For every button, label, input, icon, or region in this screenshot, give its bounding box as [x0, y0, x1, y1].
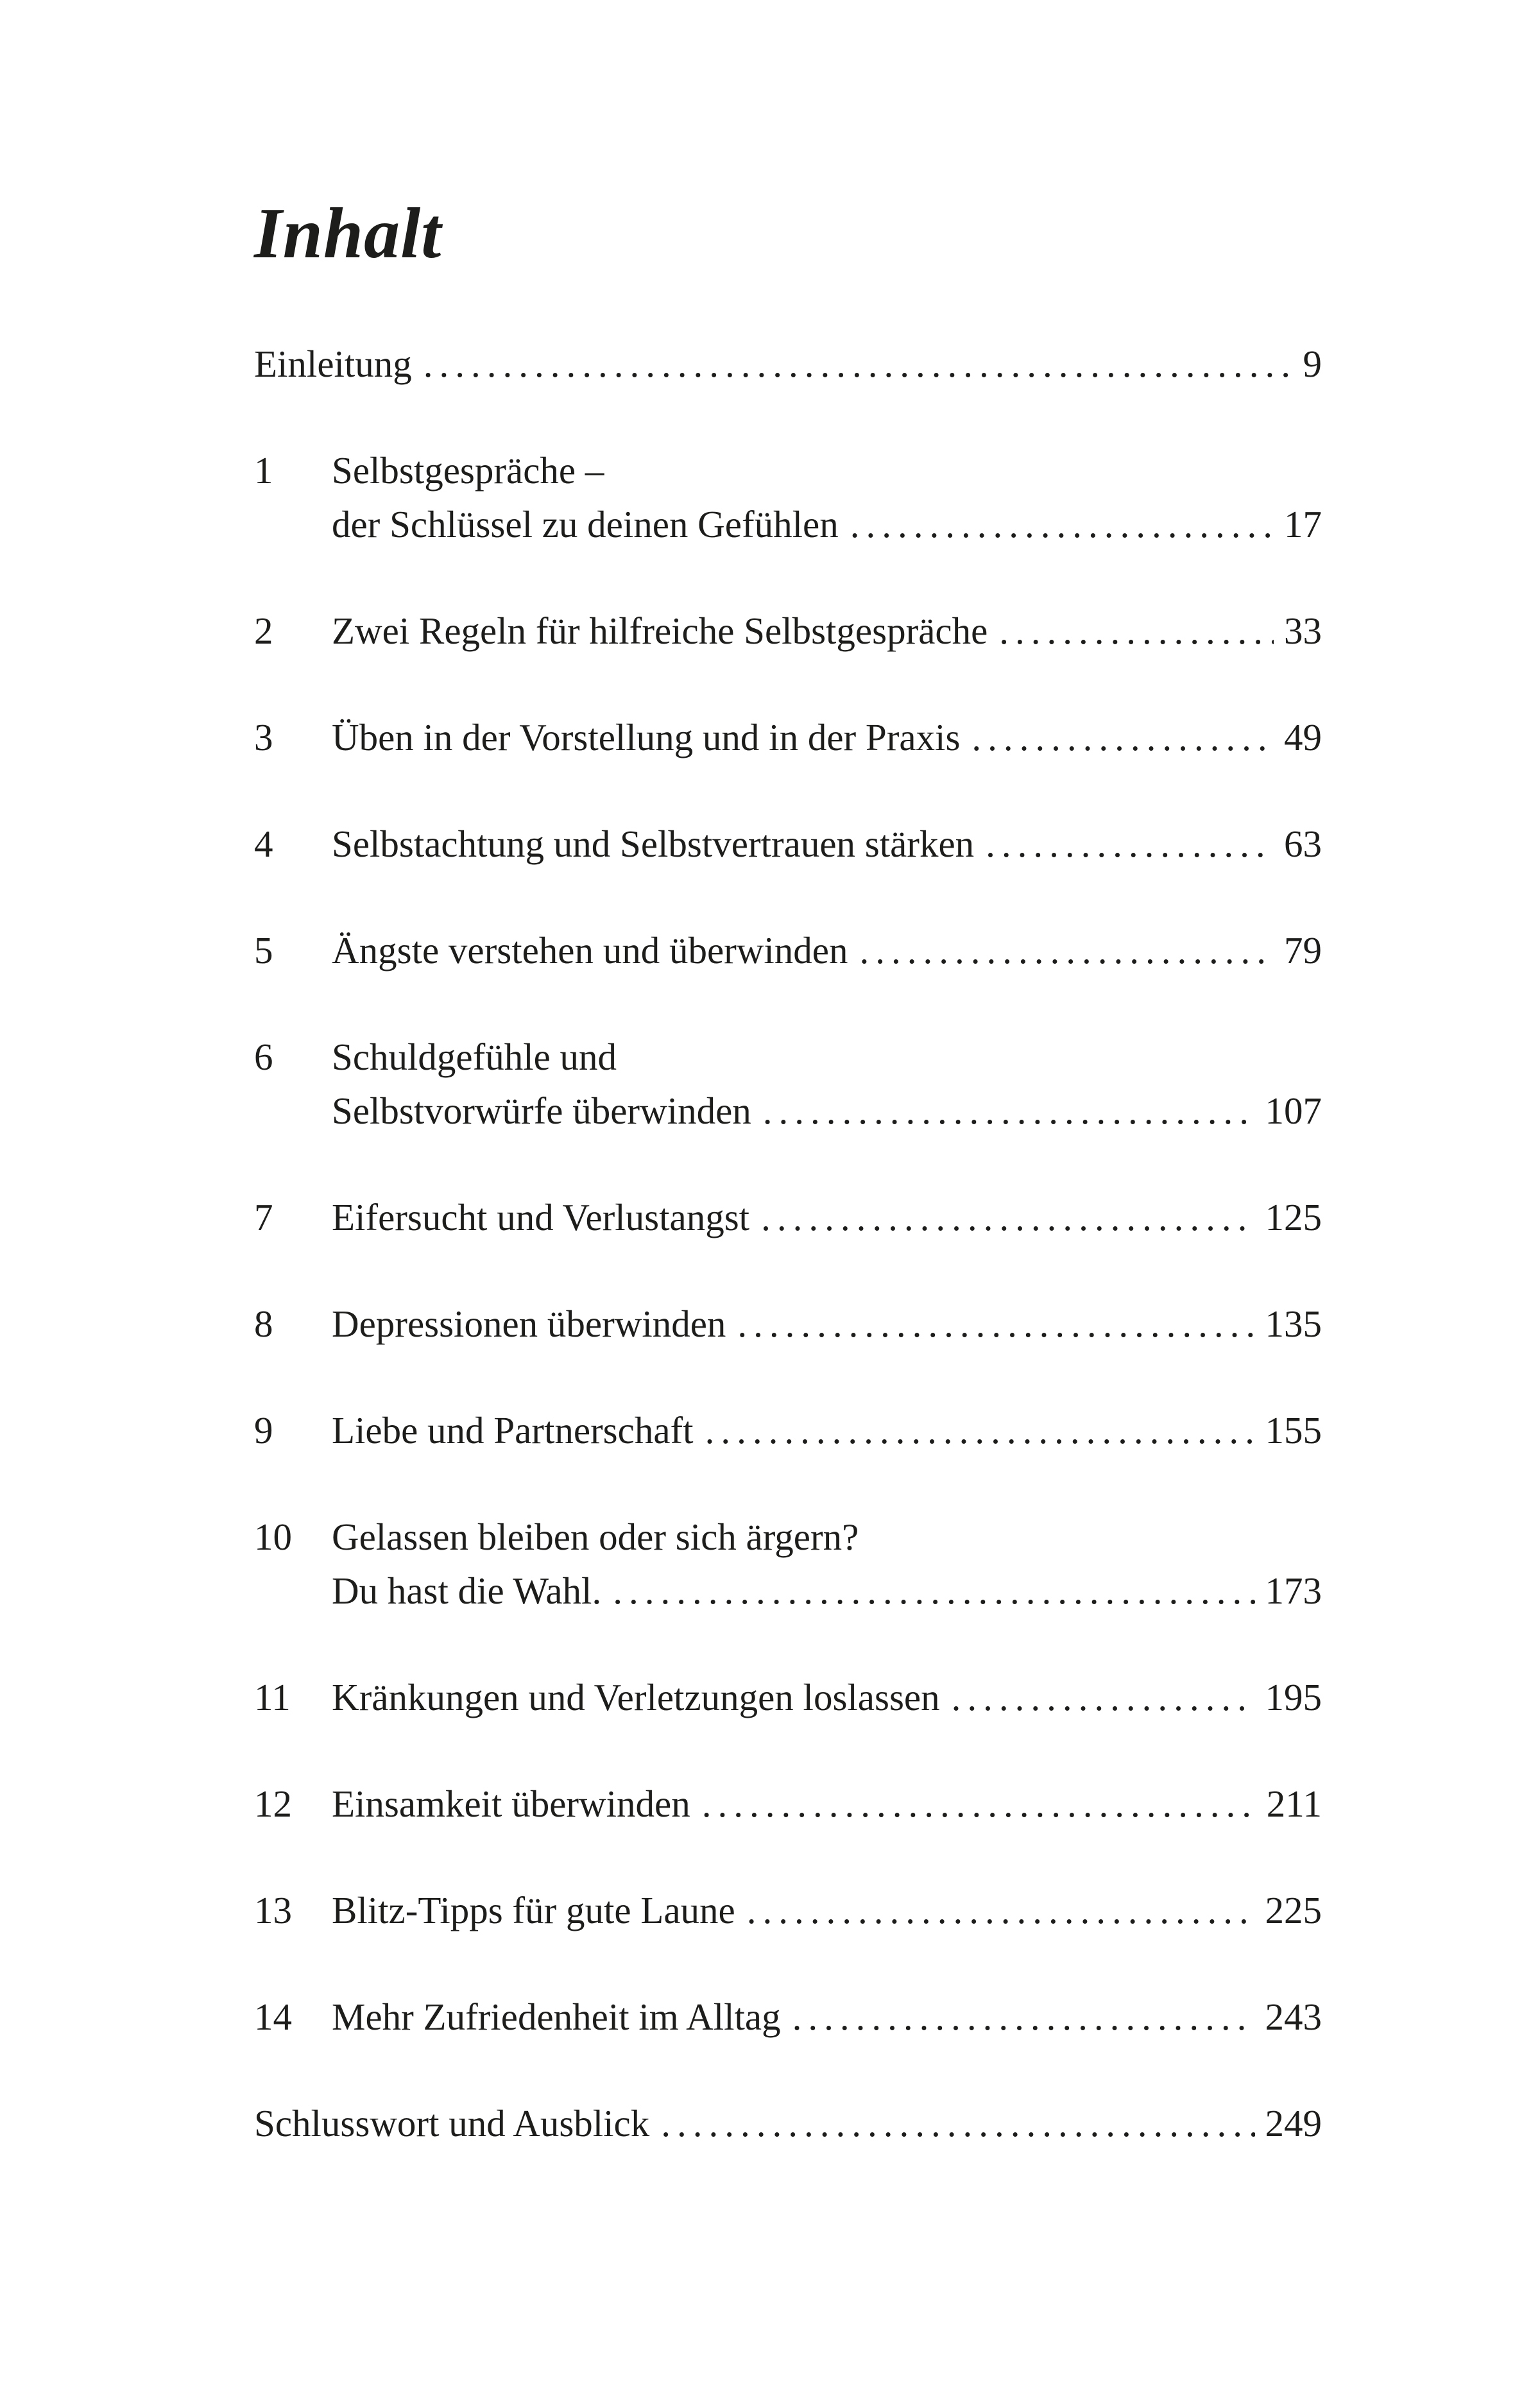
toc-entry-page-number: 211: [1266, 1782, 1322, 1825]
toc-entry-text: Gelassen bleiben oder sich ärgern?: [332, 1515, 859, 1558]
toc-entry: [254, 443, 1322, 551]
toc-entry-line: [332, 1510, 1322, 1564]
toc-entry-line: [332, 710, 1322, 764]
toc-entry-body: [254, 2096, 1322, 2150]
toc-entry-number: 3: [254, 715, 273, 758]
toc-entry-page-number: 17: [1284, 502, 1322, 545]
toc-entry: [254, 1990, 1322, 2044]
toc-entry-text: Ängste verstehen und überwinden: [332, 928, 848, 971]
toc-entry-line: [332, 604, 1322, 658]
toc-entry-body: [332, 1030, 1322, 1138]
toc-entry: [254, 1883, 1322, 1937]
toc-entry-body: [332, 1883, 1322, 1937]
toc-leader-dots: [971, 710, 1274, 764]
toc-entry-text: Selbstachtung und Selbstvertrauen stärken: [332, 822, 975, 865]
toc-entry-page-number: 135: [1265, 1302, 1322, 1345]
toc-entry-text: Kränkungen und Verletzungen loslassen: [332, 1675, 940, 1718]
toc-entry-number: 5: [254, 928, 273, 971]
toc-entry-body: [332, 1403, 1322, 1457]
toc-entry-number: 1: [254, 449, 273, 492]
toc: [254, 337, 1322, 2150]
toc-entry-body: [332, 817, 1322, 871]
toc-entry-body: [332, 443, 1322, 551]
toc-entry: [254, 1510, 1322, 1618]
toc-entry-body: [254, 337, 1322, 391]
toc-entry: [254, 1190, 1322, 1244]
toc-entry-body: [332, 1510, 1322, 1618]
toc-leader-dots: [613, 1564, 1254, 1618]
toc-leader-dots: [952, 1670, 1255, 1724]
toc-leader-dots: [999, 604, 1274, 658]
toc-entry-line: [332, 817, 1322, 871]
toc-entry-page-number: 107: [1265, 1089, 1322, 1132]
toc-leader-dots: [737, 1297, 1254, 1351]
toc-leader-dots: [850, 497, 1274, 551]
toc-entry-page-number: 9: [1303, 342, 1322, 385]
toc-entry-page-number: 79: [1284, 928, 1322, 971]
toc-entry-number: 2: [254, 609, 273, 652]
toc-leader-dots: [424, 337, 1293, 391]
toc-entry-body: [332, 1777, 1322, 1831]
toc-entry: [254, 817, 1322, 871]
toc-entry-line: [332, 1670, 1322, 1724]
toc-entry-body: [332, 1990, 1322, 2044]
toc-entry-line: [332, 1564, 1322, 1618]
toc-leader-dots: [792, 1990, 1255, 2044]
toc-entry-page-number: 155: [1265, 1408, 1322, 1451]
toc-entry-text: Selbstvorwürfe überwinden: [332, 1089, 751, 1132]
toc-entry-line: [332, 1883, 1322, 1937]
toc-entry-page-number: 249: [1265, 2101, 1322, 2144]
toc-entry: [254, 1777, 1322, 1831]
toc-entry-line: [332, 1403, 1322, 1457]
toc-entry-text: Du hast die Wahl.: [332, 1569, 602, 1612]
toc-entry-text: Einleitung: [254, 342, 412, 385]
toc-entry-page-number: 173: [1265, 1569, 1322, 1612]
toc-entry-page-number: 243: [1265, 1995, 1322, 2038]
toc-leader-dots: [761, 1190, 1254, 1244]
toc-entry-body: [332, 604, 1322, 658]
toc-entry-number: 14: [254, 1995, 292, 2038]
page-title: Inhalt: [254, 194, 442, 273]
toc-entry: [254, 1297, 1322, 1351]
toc-entry-page-number: 49: [1284, 715, 1322, 758]
toc-entry-number: 9: [254, 1408, 273, 1451]
toc-entry-line: [254, 337, 1322, 391]
toc-entry: [254, 710, 1322, 764]
toc-entry-number: 4: [254, 822, 273, 865]
toc-entry-number: 10: [254, 1515, 292, 1558]
toc-entry-text: der Schlüssel zu deinen Gefühlen: [332, 502, 839, 545]
toc-leader-dots: [661, 2096, 1254, 2150]
toc-entry-body: [332, 710, 1322, 764]
toc-entry-line: [332, 923, 1322, 977]
toc-entry-page-number: 33: [1284, 609, 1322, 652]
toc-entry-page-number: 195: [1265, 1675, 1322, 1718]
toc-entry-text: Schuldgefühle und: [332, 1035, 617, 1078]
toc-entry-text: Zwei Regeln für hilfreiche Selbstgespräche: [332, 609, 988, 652]
toc-entry: [254, 923, 1322, 977]
toc-entry: [254, 1030, 1322, 1138]
toc-leader-dots: [747, 1883, 1255, 1937]
toc-entry-text: Mehr Zufriedenheit im Alltag: [332, 1995, 781, 2038]
toc-entry-line: [332, 1030, 1322, 1084]
toc-entry-page-number: 63: [1284, 822, 1322, 865]
toc-entry-text: Üben in der Vorstellung und in der Praxis: [332, 715, 961, 758]
toc-entry-line: [254, 2096, 1322, 2150]
toc-entry: [254, 1403, 1322, 1457]
toc-entry-page-number: 225: [1265, 1888, 1322, 1931]
toc-entry-line: [332, 1084, 1322, 1138]
toc-entry-number: 12: [254, 1782, 292, 1825]
toc-entry-body: [332, 1190, 1322, 1244]
toc-entry-number: 8: [254, 1302, 273, 1345]
toc-entry-line: [332, 1990, 1322, 2044]
toc-entry-page-number: 125: [1265, 1195, 1322, 1238]
toc-entry-body: [332, 923, 1322, 977]
toc-entry-number: 7: [254, 1195, 273, 1238]
toc-content: [254, 193, 1322, 2203]
toc-entry-text: Liebe und Partnerschaft: [332, 1408, 694, 1451]
toc-leader-dots: [986, 817, 1274, 871]
toc-entry-text: Depressionen überwinden: [332, 1302, 726, 1345]
toc-entry-line: [332, 443, 1322, 497]
toc-entry-text: Selbstgespräche –: [332, 449, 604, 492]
toc-entry-line: [332, 1190, 1322, 1244]
toc-entry: [254, 1670, 1322, 1724]
toc-entry-text: Blitz-Tipps für gute Laune: [332, 1888, 735, 1931]
toc-entry: [254, 2096, 1322, 2150]
toc-leader-dots: [763, 1084, 1255, 1138]
toc-entry-text: Eifersucht und Verlustangst: [332, 1195, 750, 1238]
toc-leader-dots: [705, 1403, 1255, 1457]
toc-entry-text: Einsamkeit überwinden: [332, 1782, 690, 1825]
toc-entry-line: [332, 497, 1322, 551]
toc-leader-dots: [859, 923, 1274, 977]
toc-entry-number: 11: [254, 1675, 291, 1718]
toc-entry-line: [332, 1777, 1322, 1831]
toc-entry-line: [332, 1297, 1322, 1351]
toc-entry: [254, 604, 1322, 658]
toc-entry-text: Schlusswort und Ausblick: [254, 2101, 650, 2144]
toc-entry-body: [332, 1297, 1322, 1351]
toc-entry-number: 13: [254, 1888, 292, 1931]
toc-entry-body: [332, 1670, 1322, 1724]
toc-leader-dots: [702, 1777, 1256, 1831]
toc-entry: [254, 337, 1322, 391]
toc-entry-number: 6: [254, 1035, 273, 1078]
